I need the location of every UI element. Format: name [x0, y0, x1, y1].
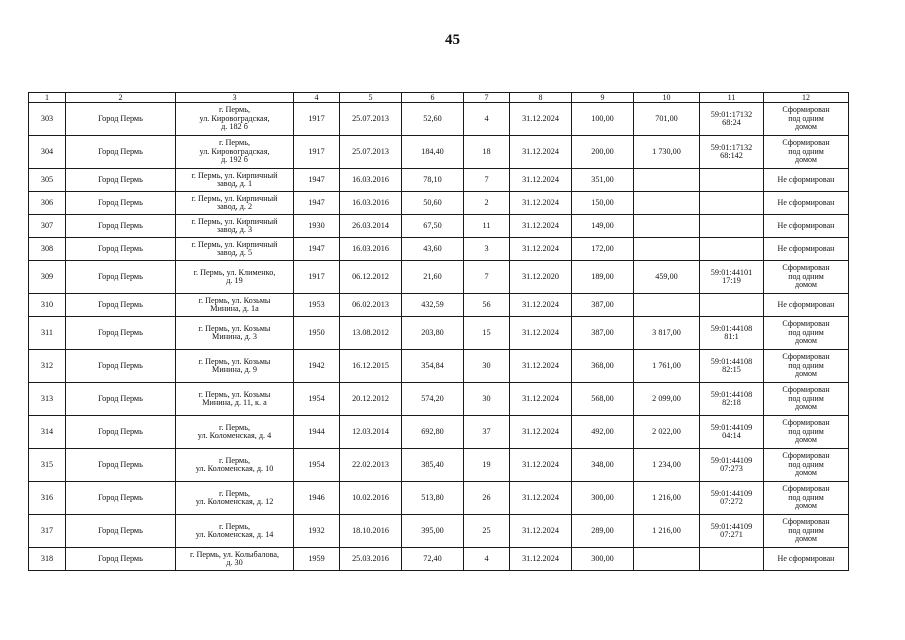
residents-count-cell: 4	[464, 103, 510, 136]
address-cell: г. Пермь, ул. Кировоградская, д. 192 б	[176, 136, 294, 169]
plot-status-cell: Сформирован под одним домом	[764, 261, 849, 294]
residents-count-cell: 11	[464, 215, 510, 238]
cadastral-number-cell: 59:01:44101 17:19	[700, 261, 764, 294]
column-number-cell: 3	[176, 93, 294, 103]
living-area-cell: 50,60	[402, 192, 464, 215]
plot-area-cell	[634, 215, 700, 238]
recognition-date-cell: 18.10.2016	[340, 515, 402, 548]
table-row	[29, 350, 849, 383]
residents-count-cell: 2	[464, 192, 510, 215]
municipality-cell: Город Пермь	[66, 317, 176, 350]
cadastral-number-cell: 59:01:44108 82:15	[700, 350, 764, 383]
table-row	[29, 261, 849, 294]
resettlement-deadline-cell: 31.12.2024	[510, 169, 572, 192]
resettlement-deadline-cell: 31.12.2024	[510, 215, 572, 238]
plot-area-cell: 1 216,00	[634, 482, 700, 515]
column-number-cell: 4	[294, 93, 340, 103]
recognition-date-cell: 06.12.2012	[340, 261, 402, 294]
table-row	[29, 548, 849, 571]
residents-count-cell: 4	[464, 548, 510, 571]
plot-status-cell: Сформирован под одним домом	[764, 383, 849, 416]
table-row	[29, 238, 849, 261]
recognition-date-cell: 12.03.2014	[340, 416, 402, 449]
housing-registry-table	[28, 92, 849, 571]
plot-status-cell: Не сформирован	[764, 238, 849, 261]
column-number-cell: 5	[340, 93, 402, 103]
build-year-cell: 1950	[294, 317, 340, 350]
land-area-cell: 351,00	[572, 169, 634, 192]
residents-count-cell: 7	[464, 169, 510, 192]
plot-area-cell	[634, 548, 700, 571]
plot-area-cell	[634, 192, 700, 215]
row-number-cell: 309	[29, 261, 66, 294]
build-year-cell: 1947	[294, 169, 340, 192]
land-area-cell: 149,00	[572, 215, 634, 238]
plot-status-cell: Не сформирован	[764, 294, 849, 317]
municipality-cell: Город Пермь	[66, 383, 176, 416]
plot-status-cell: Сформирован под одним домом	[764, 416, 849, 449]
land-area-cell: 189,00	[572, 261, 634, 294]
address-cell: г. Пермь, ул. Колыбалова, д. 30	[176, 548, 294, 571]
land-area-cell: 289,00	[572, 515, 634, 548]
municipality-cell: Город Пермь	[66, 136, 176, 169]
living-area-cell: 513,80	[402, 482, 464, 515]
table-row	[29, 449, 849, 482]
column-number-cell: 10	[634, 93, 700, 103]
resettlement-deadline-cell: 31.12.2024	[510, 136, 572, 169]
plot-area-cell: 1 234,00	[634, 449, 700, 482]
plot-status-cell: Не сформирован	[764, 548, 849, 571]
row-number-cell: 313	[29, 383, 66, 416]
resettlement-deadline-cell: 31.12.2024	[510, 317, 572, 350]
land-area-cell: 300,00	[572, 548, 634, 571]
address-cell: г. Пермь, ул. Козьмы Минина, д. 3	[176, 317, 294, 350]
cadastral-number-cell	[700, 294, 764, 317]
land-area-cell: 492,00	[572, 416, 634, 449]
cadastral-number-cell	[700, 215, 764, 238]
living-area-cell: 385,40	[402, 449, 464, 482]
row-number-cell: 315	[29, 449, 66, 482]
table-row	[29, 103, 849, 136]
column-number-cell: 7	[464, 93, 510, 103]
land-area-cell: 368,00	[572, 350, 634, 383]
land-area-cell: 200,00	[572, 136, 634, 169]
plot-status-cell: Сформирован под одним домом	[764, 103, 849, 136]
build-year-cell: 1917	[294, 261, 340, 294]
table-row	[29, 416, 849, 449]
plot-area-cell: 1 216,00	[634, 515, 700, 548]
address-cell: г. Пермь, ул. Коломенская, д. 14	[176, 515, 294, 548]
living-area-cell: 43,60	[402, 238, 464, 261]
cadastral-number-cell: 59:01:44108 82:18	[700, 383, 764, 416]
column-number-cell: 6	[402, 93, 464, 103]
municipality-cell: Город Пермь	[66, 294, 176, 317]
living-area-cell: 21,60	[402, 261, 464, 294]
residents-count-cell: 7	[464, 261, 510, 294]
build-year-cell: 1917	[294, 136, 340, 169]
municipality-cell: Город Пермь	[66, 416, 176, 449]
row-number-cell: 304	[29, 136, 66, 169]
row-number-cell: 317	[29, 515, 66, 548]
cadastral-number-cell	[700, 192, 764, 215]
column-number-cell: 8	[510, 93, 572, 103]
build-year-cell: 1954	[294, 383, 340, 416]
land-area-cell: 100,00	[572, 103, 634, 136]
build-year-cell: 1917	[294, 103, 340, 136]
row-number-cell: 311	[29, 317, 66, 350]
resettlement-deadline-cell: 31.12.2024	[510, 350, 572, 383]
column-number-cell: 12	[764, 93, 849, 103]
land-area-cell: 568,00	[572, 383, 634, 416]
municipality-cell: Город Пермь	[66, 261, 176, 294]
row-number-cell: 318	[29, 548, 66, 571]
plot-area-cell: 1 730,00	[634, 136, 700, 169]
table-row	[29, 192, 849, 215]
municipality-cell: Город Пермь	[66, 548, 176, 571]
municipality-cell: Город Пермь	[66, 238, 176, 261]
municipality-cell: Город Пермь	[66, 192, 176, 215]
cadastral-number-cell	[700, 238, 764, 261]
row-number-cell: 303	[29, 103, 66, 136]
build-year-cell: 1959	[294, 548, 340, 571]
residents-count-cell: 30	[464, 350, 510, 383]
column-number-cell: 9	[572, 93, 634, 103]
plot-area-cell: 2 099,00	[634, 383, 700, 416]
table-row	[29, 294, 849, 317]
recognition-date-cell: 06.02.2013	[340, 294, 402, 317]
row-number-cell: 307	[29, 215, 66, 238]
residents-count-cell: 56	[464, 294, 510, 317]
address-cell: г. Пермь, ул. Козьмы Минина, д. 1а	[176, 294, 294, 317]
living-area-cell: 432,59	[402, 294, 464, 317]
resettlement-deadline-cell: 31.12.2020	[510, 261, 572, 294]
municipality-cell: Город Пермь	[66, 449, 176, 482]
resettlement-deadline-cell: 31.12.2024	[510, 548, 572, 571]
address-cell: г. Пермь, ул. Коломенская, д. 4	[176, 416, 294, 449]
living-area-cell: 67,50	[402, 215, 464, 238]
row-number-cell: 306	[29, 192, 66, 215]
residents-count-cell: 3	[464, 238, 510, 261]
table-row	[29, 515, 849, 548]
column-number-row	[29, 93, 849, 103]
build-year-cell: 1930	[294, 215, 340, 238]
residents-count-cell: 25	[464, 515, 510, 548]
land-area-cell: 387,00	[572, 317, 634, 350]
build-year-cell: 1953	[294, 294, 340, 317]
municipality-cell: Город Пермь	[66, 215, 176, 238]
recognition-date-cell: 16.03.2016	[340, 192, 402, 215]
recognition-date-cell: 16.03.2016	[340, 169, 402, 192]
cadastral-number-cell	[700, 169, 764, 192]
land-area-cell: 300,00	[572, 482, 634, 515]
recognition-date-cell: 26.03.2014	[340, 215, 402, 238]
table-row	[29, 136, 849, 169]
row-number-cell: 314	[29, 416, 66, 449]
living-area-cell: 354,84	[402, 350, 464, 383]
plot-status-cell: Не сформирован	[764, 169, 849, 192]
land-area-cell: 172,00	[572, 238, 634, 261]
cadastral-number-cell	[700, 548, 764, 571]
living-area-cell: 78,10	[402, 169, 464, 192]
address-cell: г. Пермь, ул. Кировоградская, д. 182 б	[176, 103, 294, 136]
row-number-cell: 308	[29, 238, 66, 261]
address-cell: г. Пермь, ул. Кирпичный завод, д. 2	[176, 192, 294, 215]
recognition-date-cell: 22.02.2013	[340, 449, 402, 482]
build-year-cell: 1946	[294, 482, 340, 515]
row-number-cell: 312	[29, 350, 66, 383]
residents-count-cell: 19	[464, 449, 510, 482]
plot-status-cell: Сформирован под одним домом	[764, 317, 849, 350]
plot-area-cell: 701,00	[634, 103, 700, 136]
build-year-cell: 1947	[294, 238, 340, 261]
resettlement-deadline-cell: 31.12.2024	[510, 238, 572, 261]
plot-area-cell	[634, 294, 700, 317]
recognition-date-cell: 13.08.2012	[340, 317, 402, 350]
resettlement-deadline-cell: 31.12.2024	[510, 416, 572, 449]
row-number-cell: 305	[29, 169, 66, 192]
column-number-cell: 1	[29, 93, 66, 103]
living-area-cell: 184,40	[402, 136, 464, 169]
municipality-cell: Город Пермь	[66, 103, 176, 136]
column-number-cell: 2	[66, 93, 176, 103]
recognition-date-cell: 10.02.2016	[340, 482, 402, 515]
recognition-date-cell: 16.12.2015	[340, 350, 402, 383]
residents-count-cell: 26	[464, 482, 510, 515]
resettlement-deadline-cell: 31.12.2024	[510, 449, 572, 482]
plot-area-cell: 2 022,00	[634, 416, 700, 449]
living-area-cell: 574,20	[402, 383, 464, 416]
recognition-date-cell: 16.03.2016	[340, 238, 402, 261]
build-year-cell: 1932	[294, 515, 340, 548]
plot-status-cell: Сформирован под одним домом	[764, 350, 849, 383]
address-cell: г. Пермь, ул. Кирпичный завод, д. 1	[176, 169, 294, 192]
address-cell: г. Пермь, ул. Козьмы Минина, д. 9	[176, 350, 294, 383]
build-year-cell: 1947	[294, 192, 340, 215]
cadastral-number-cell: 59:01:44109 07:273	[700, 449, 764, 482]
plot-area-cell: 1 761,00	[634, 350, 700, 383]
table-row	[29, 169, 849, 192]
living-area-cell: 52,60	[402, 103, 464, 136]
address-cell: г. Пермь, ул. Козьмы Минина, д. 11, к. а	[176, 383, 294, 416]
recognition-date-cell: 25.03.2016	[340, 548, 402, 571]
resettlement-deadline-cell: 31.12.2024	[510, 294, 572, 317]
table-body	[29, 93, 849, 571]
living-area-cell: 72,40	[402, 548, 464, 571]
table-row	[29, 383, 849, 416]
resettlement-deadline-cell: 31.12.2024	[510, 482, 572, 515]
municipality-cell: Город Пермь	[66, 515, 176, 548]
recognition-date-cell: 25.07.2013	[340, 136, 402, 169]
page-number: 45	[445, 32, 460, 48]
table-row	[29, 317, 849, 350]
cadastral-number-cell: 59:01:44108 81:1	[700, 317, 764, 350]
living-area-cell: 203,80	[402, 317, 464, 350]
resettlement-deadline-cell: 31.12.2024	[510, 383, 572, 416]
resettlement-deadline-cell: 31.12.2024	[510, 103, 572, 136]
address-cell: г. Пермь, ул. Клименко, д. 19	[176, 261, 294, 294]
residents-count-cell: 30	[464, 383, 510, 416]
recognition-date-cell: 20.12.2012	[340, 383, 402, 416]
land-area-cell: 348,00	[572, 449, 634, 482]
municipality-cell: Город Пермь	[66, 169, 176, 192]
living-area-cell: 395,00	[402, 515, 464, 548]
plot-status-cell: Сформирован под одним домом	[764, 136, 849, 169]
residents-count-cell: 18	[464, 136, 510, 169]
plot-area-cell: 3 817,00	[634, 317, 700, 350]
address-cell: г. Пермь, ул. Кирпичный завод, д. 3	[176, 215, 294, 238]
municipality-cell: Город Пермь	[66, 350, 176, 383]
plot-area-cell	[634, 169, 700, 192]
address-cell: г. Пермь, ул. Кирпичный завод, д. 5	[176, 238, 294, 261]
land-area-cell: 387,00	[572, 294, 634, 317]
address-cell: г. Пермь, ул. Коломенская, д. 12	[176, 482, 294, 515]
plot-area-cell: 459,00	[634, 261, 700, 294]
table-row	[29, 215, 849, 238]
recognition-date-cell: 25.07.2013	[340, 103, 402, 136]
plot-status-cell: Сформирован под одним домом	[764, 482, 849, 515]
cadastral-number-cell: 59:01:17132 68:24	[700, 103, 764, 136]
build-year-cell: 1942	[294, 350, 340, 383]
resettlement-deadline-cell: 31.12.2024	[510, 192, 572, 215]
row-number-cell: 316	[29, 482, 66, 515]
row-number-cell: 310	[29, 294, 66, 317]
table-row	[29, 482, 849, 515]
plot-area-cell	[634, 238, 700, 261]
resettlement-deadline-cell: 31.12.2024	[510, 515, 572, 548]
land-area-cell: 150,00	[572, 192, 634, 215]
residents-count-cell: 15	[464, 317, 510, 350]
cadastral-number-cell: 59:01:44109 07:272	[700, 482, 764, 515]
living-area-cell: 692,80	[402, 416, 464, 449]
cadastral-number-cell: 59:01:17132 68:142	[700, 136, 764, 169]
plot-status-cell: Сформирован под одним домом	[764, 515, 849, 548]
municipality-cell: Город Пермь	[66, 482, 176, 515]
build-year-cell: 1954	[294, 449, 340, 482]
plot-status-cell: Сформирован под одним домом	[764, 449, 849, 482]
column-number-cell: 11	[700, 93, 764, 103]
plot-status-cell: Не сформирован	[764, 215, 849, 238]
cadastral-number-cell: 59:01:44109 07:271	[700, 515, 764, 548]
address-cell: г. Пермь, ул. Коломенская, д. 10	[176, 449, 294, 482]
build-year-cell: 1944	[294, 416, 340, 449]
cadastral-number-cell: 59:01:44109 04:14	[700, 416, 764, 449]
residents-count-cell: 37	[464, 416, 510, 449]
plot-status-cell: Не сформирован	[764, 192, 849, 215]
